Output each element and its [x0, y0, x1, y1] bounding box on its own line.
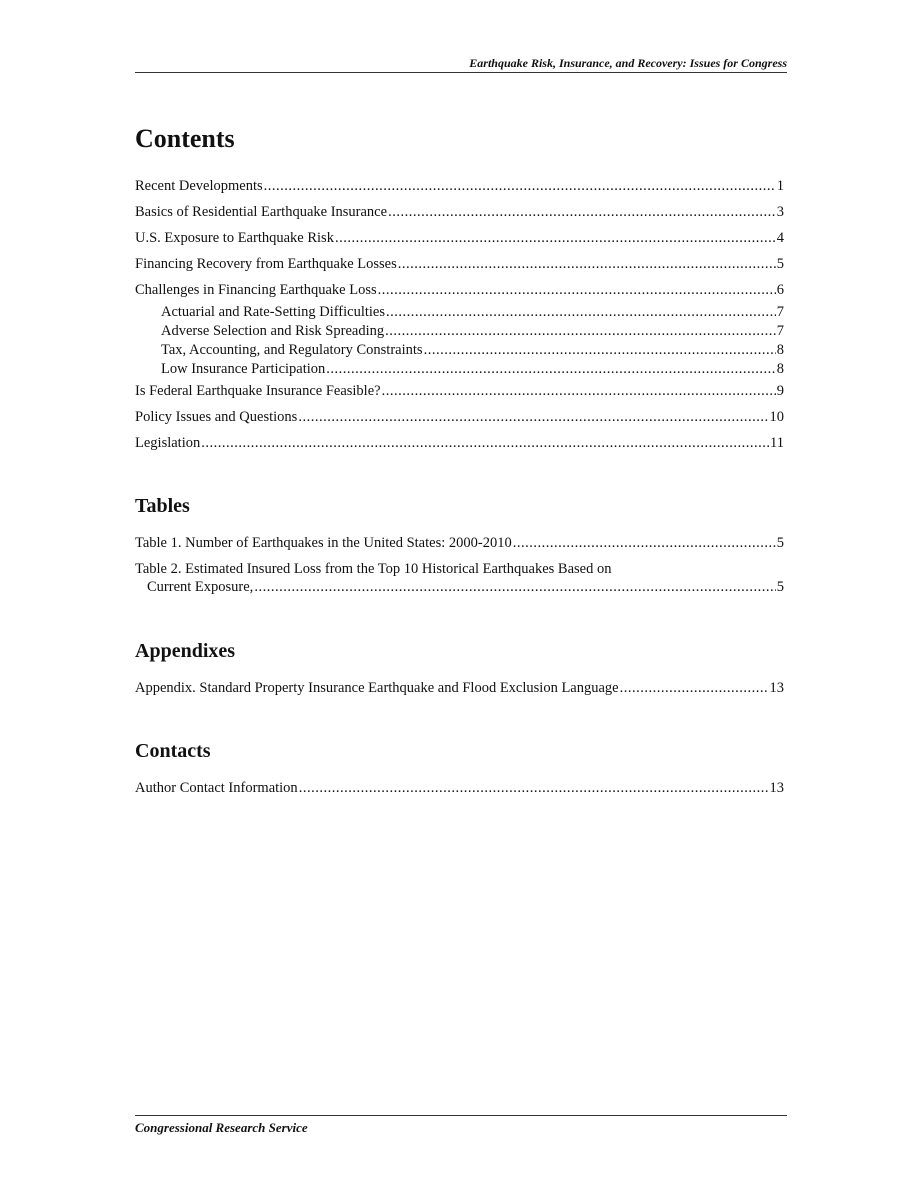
contents-title: Contents [135, 124, 235, 153]
contacts-heading: Contacts [135, 740, 211, 762]
dot-leader [382, 382, 776, 400]
dot-leader [388, 203, 776, 221]
document-page [135, 0, 787, 1191]
toc-entry-text: Tax, Accounting, and Regulatory Constraints [161, 342, 423, 358]
contacts-list [135, 779, 784, 797]
toc-entry-text: Table 2. Estimated Insured Loss from the Top 10 Historical Earthquakes Based on [135, 561, 612, 577]
toc-entry[interactable] [135, 408, 784, 426]
toc-entry-page: 3 [776, 204, 784, 220]
toc-entry-text: Is Federal Earthquake Insurance Feasible? [135, 383, 381, 399]
toc-entry-continuation [135, 578, 784, 596]
toc-entry-page: 11 [770, 435, 784, 451]
dot-leader [335, 229, 776, 247]
toc-entry[interactable] [135, 203, 784, 221]
tables-list [135, 534, 784, 596]
toc-entry-text: Table 1. Number of Earthquakes in the United States: 2000-2010 [135, 535, 512, 551]
toc-entry-page: 9 [776, 383, 784, 399]
toc-entry-page: 6 [776, 282, 784, 298]
header-rule [135, 72, 787, 73]
toc-entry[interactable] [135, 779, 784, 797]
dot-leader [398, 255, 776, 273]
toc-entry[interactable] [135, 229, 784, 247]
toc-entry-text: Basics of Residential Earthquake Insurance [135, 204, 388, 220]
toc-entry-page: 5 [776, 535, 784, 551]
toc-entry-text: Author Contact Information [135, 780, 298, 796]
toc-entry-page: 10 [769, 409, 784, 425]
toc-entry-text: Actuarial and Rate-Setting Difficulties [161, 304, 386, 320]
toc-entry-text: Financing Recovery from Earthquake Losses [135, 256, 397, 272]
toc-entry-text: U.S. Exposure to Earthquake Risk [135, 230, 334, 246]
toc-entry[interactable] [135, 679, 784, 697]
dot-leader [385, 322, 776, 340]
toc-entry-text: Recent Developments [135, 178, 263, 194]
toc-subentry[interactable] [135, 360, 784, 378]
toc-entry-text: Adverse Selection and Risk Spreading [161, 323, 385, 339]
toc-entry-page: 1 [776, 178, 784, 194]
dot-leader [299, 779, 769, 797]
toc-subentry[interactable] [135, 341, 784, 359]
toc-entry[interactable] [135, 281, 784, 299]
toc-subentry[interactable] [135, 303, 784, 321]
toc-entry-page: 7 [776, 304, 784, 320]
dot-leader [424, 341, 776, 359]
footer-rule [135, 1115, 787, 1116]
running-header: Earthquake Risk, Insurance, and Recovery: Issues for Congress [469, 56, 787, 70]
toc-entry[interactable] [135, 177, 784, 195]
dot-leader [326, 360, 775, 378]
dot-leader [264, 177, 776, 195]
toc-entry-text: Current Exposure, [147, 579, 254, 595]
dot-leader [378, 281, 776, 299]
tables-heading: Tables [135, 495, 190, 517]
dot-leader [620, 679, 769, 697]
toc-entry-page: 8 [776, 342, 784, 358]
toc-entry-page: 13 [769, 680, 784, 696]
toc-entry-text: Policy Issues and Questions [135, 409, 298, 425]
toc-entry[interactable] [135, 534, 784, 552]
footer-text: Congressional Research Service [135, 1120, 308, 1135]
toc-entry-multiline[interactable] [135, 560, 784, 596]
toc-entry-page: 4 [776, 230, 784, 246]
toc-entry-text: Appendix. Standard Property Insurance Earthquake and Flood Exclusion Language [135, 680, 619, 696]
contents-list [135, 177, 784, 452]
toc-subentry[interactable] [135, 322, 784, 340]
appendixes-list [135, 679, 784, 697]
toc-entry-page: 5 [776, 579, 784, 595]
toc-entry-page: 7 [776, 323, 784, 339]
toc-entry-text: Low Insurance Participation [161, 361, 326, 377]
toc-entry-text: Challenges in Financing Earthquake Loss [135, 282, 377, 298]
toc-entry[interactable] [135, 434, 784, 452]
dot-leader [201, 434, 769, 452]
dot-leader [254, 578, 775, 596]
appendixes-heading: Appendixes [135, 640, 236, 662]
toc-entry-page: 13 [769, 780, 784, 796]
toc-entry[interactable] [135, 382, 784, 400]
dot-leader [386, 303, 776, 321]
toc-entry-page: 8 [776, 361, 784, 377]
dot-leader [513, 534, 776, 552]
toc-entry-text: Legislation [135, 435, 201, 451]
toc-entry[interactable] [135, 255, 784, 273]
dot-leader [298, 408, 768, 426]
toc-entry-page: 5 [776, 256, 784, 272]
